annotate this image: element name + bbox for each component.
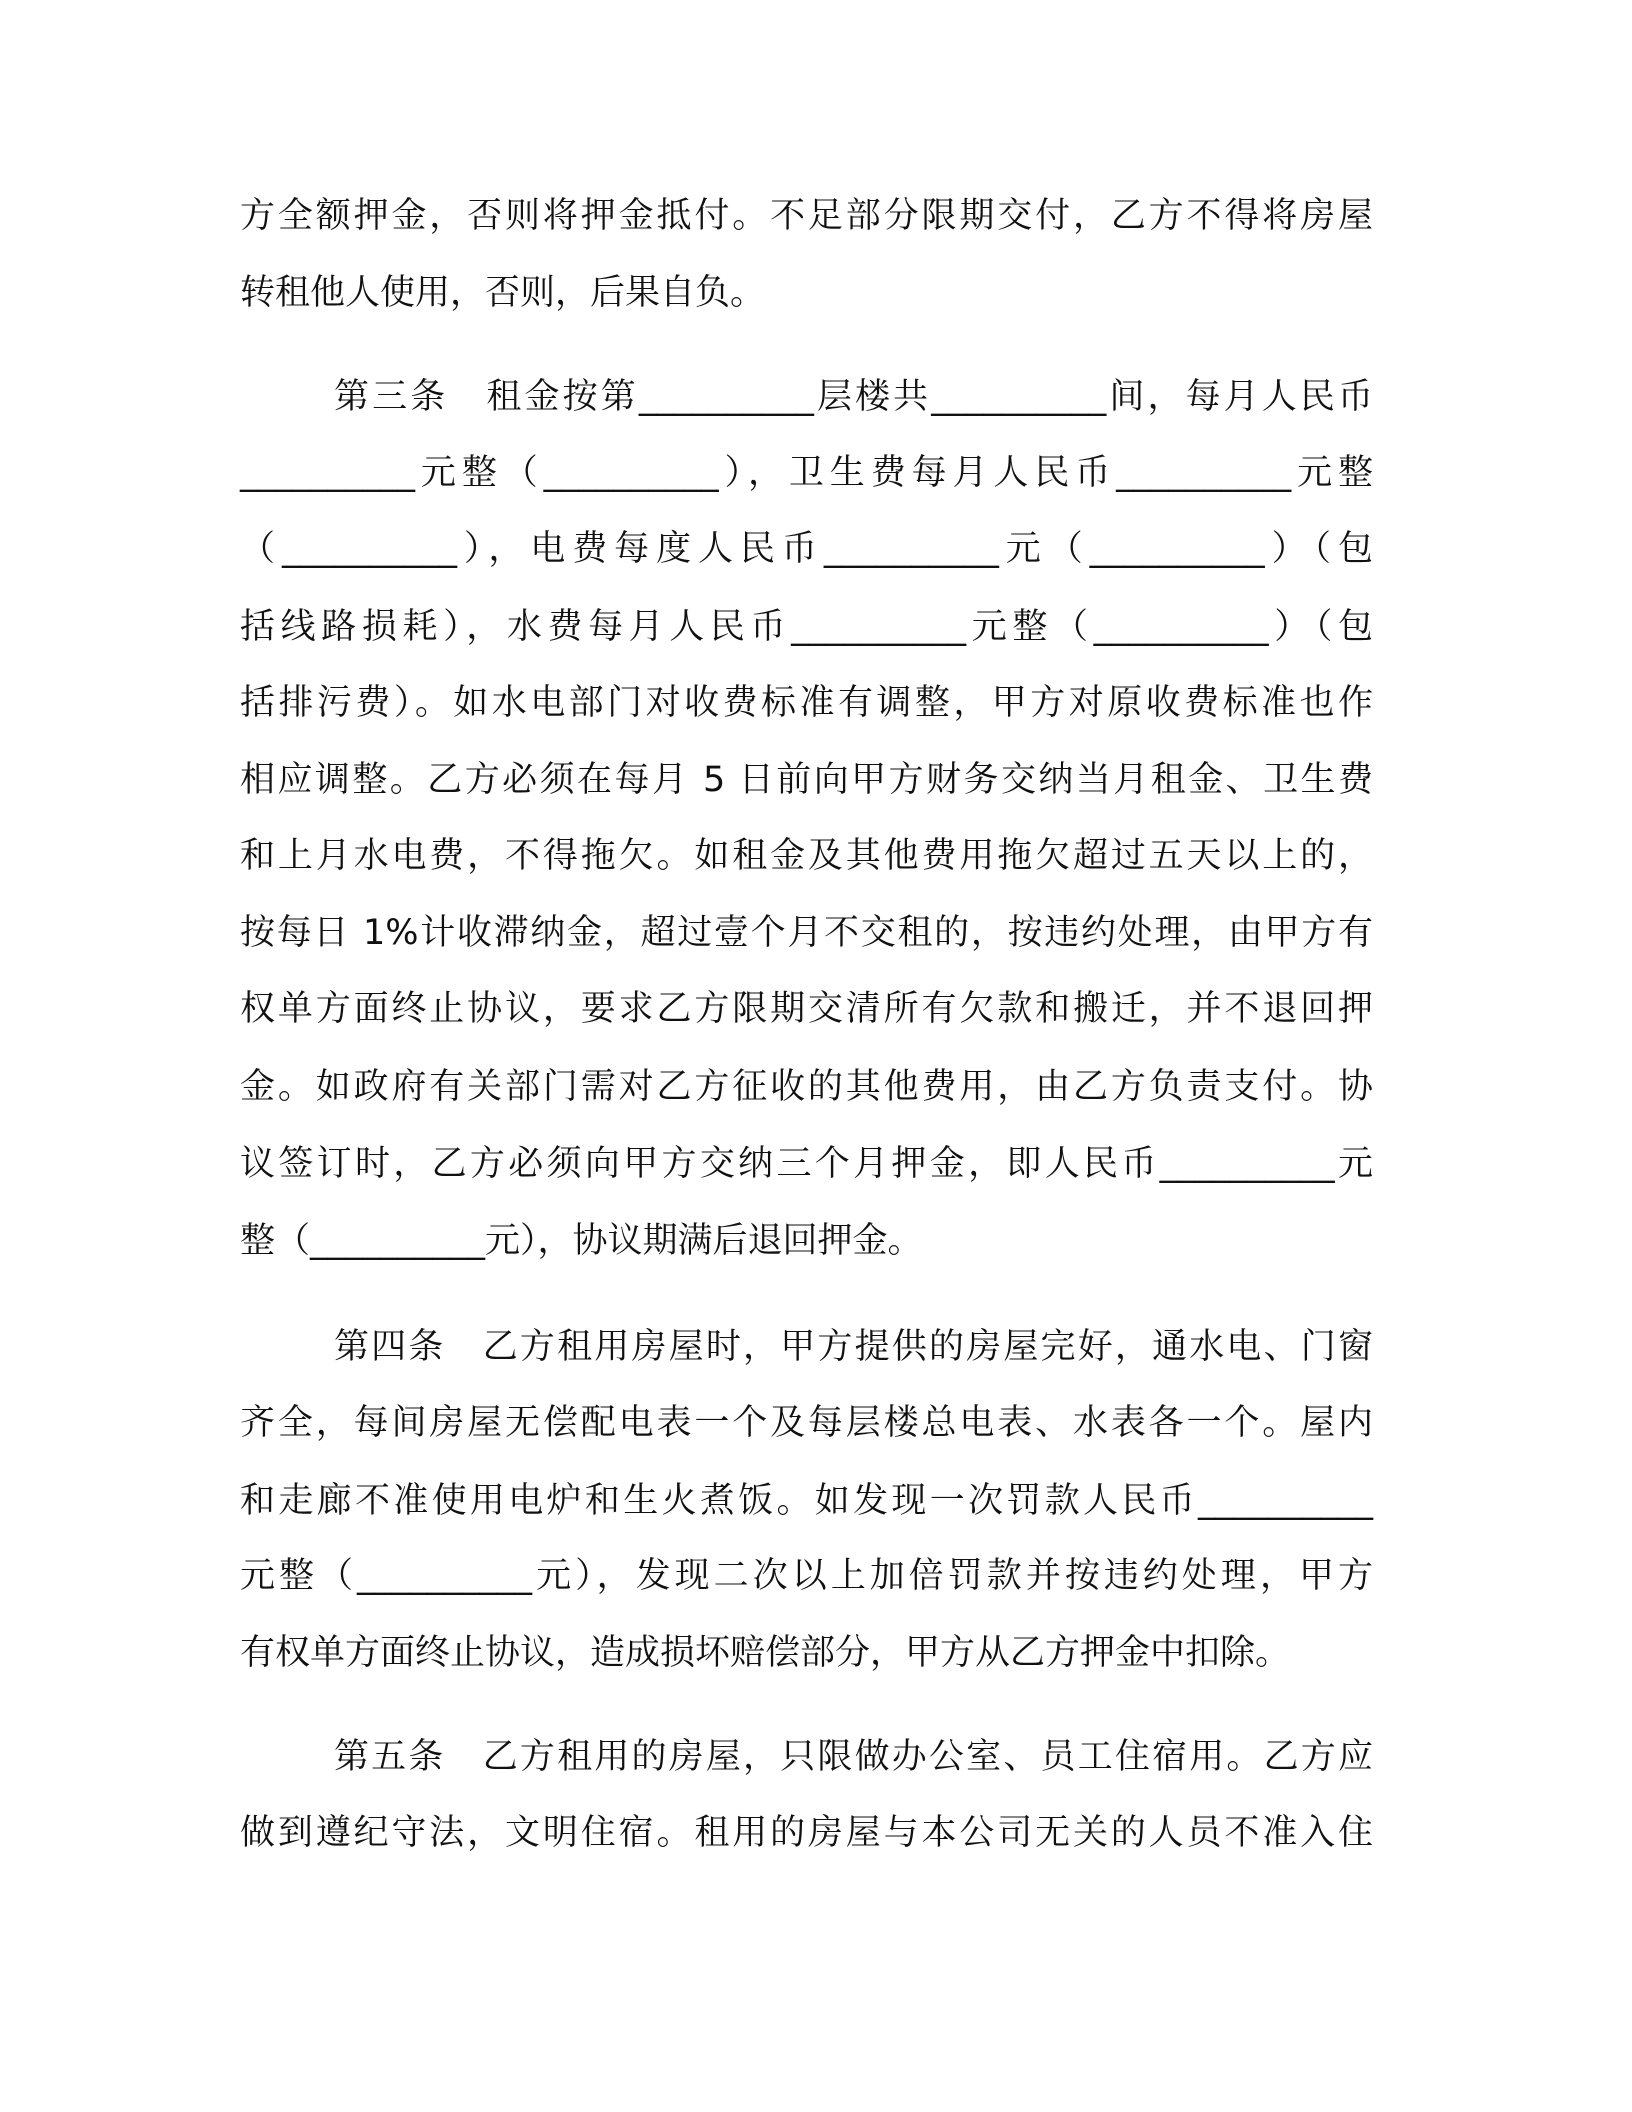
- text-line: 方全额押金，否则将押金抵付。不足部分限期交付，乙方不得将房屋: [240, 196, 1373, 236]
- text-line: 括线路损耗），水费每月人民币__________元整（__________）（包: [240, 607, 1373, 647]
- text-line: 和走廊不准使用电炉和生火煮饭。如发现一次罚款人民币__________: [240, 1481, 1373, 1521]
- text-line: （__________），电费每度人民币__________元（__________）（包: [240, 529, 1373, 569]
- text-line: 括排污费）。如水电部门对收费标准有调整，甲方对原收费标准也作: [240, 683, 1373, 723]
- text-line: 齐全，每间房屋无偿配电表一个及每层楼总电表、水表各一个。屋内: [240, 1403, 1373, 1443]
- text-line: 有权单方面终止协议，造成损坏赔偿部分，甲方从乙方押金中扣除。: [240, 1633, 1291, 1673]
- text-line: 和上月水电费，不得拖欠。如租金及其他费用拖欠超过五天以上的，: [240, 836, 1373, 876]
- text-line: 转租他人使用，否则，后果自负。: [240, 273, 766, 313]
- text-line: 元整（__________元），发现二次以上加倍罚款并按违约处理，甲方: [240, 1556, 1373, 1596]
- text-line: 金。如政府有关部门需对乙方征收的其他费用，由乙方负责支付。协: [240, 1067, 1373, 1107]
- text-line: __________元整（__________），卫生费每月人民币__________元整: [240, 453, 1373, 493]
- text-line: 整（__________元），协议期满后退回押金。: [240, 1221, 923, 1261]
- text-line: 议签订时，乙方必须向甲方交纳三个月押金，即人民币__________元: [240, 1144, 1373, 1184]
- article-heading-line: 第五条 乙方租用的房屋，只限做办公室、员工住宿用。乙方应: [334, 1737, 1373, 1777]
- article-heading-line: 第四条 乙方租用房屋时，甲方提供的房屋完好，通水电、门窗: [334, 1327, 1373, 1367]
- text-line: 按每日 1%计收滞纳金，超过壹个月不交租的，按违约处理，由甲方有: [240, 913, 1373, 953]
- text-line: 权单方面终止协议，要求乙方限期交清所有欠款和搬迁，并不退回押: [240, 989, 1373, 1029]
- article-heading-line: 第三条 租金按第__________层楼共__________间，每月人民币: [334, 377, 1373, 417]
- text-line: 相应调整。乙方必须在每月 5 日前向甲方财务交纳当月租金、卫生费: [240, 760, 1373, 800]
- text-line: 做到遵纪守法，文明住宿。租用的房屋与本公司无关的人员不准入住: [240, 1813, 1373, 1853]
